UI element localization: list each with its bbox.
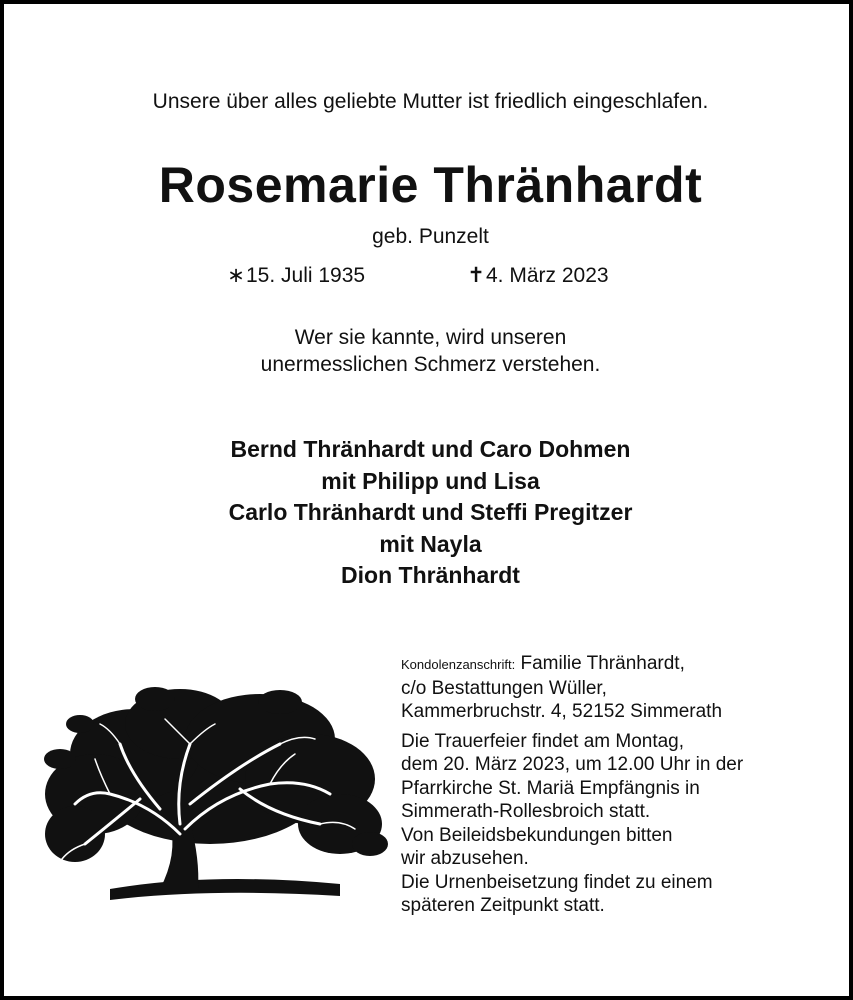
info-block: [401, 652, 743, 918]
intro-text: Unsere über alles geliebte Mutter ist friedlich eingeschlafen.: [152, 90, 709, 113]
tree-illustration-icon: [40, 684, 388, 904]
address-label: Kondolenzanschrift:: [401, 657, 516, 672]
address-recipient: Familie Thränhardt,: [520, 653, 685, 674]
notice-line: dem 20. März 2023, um 12.00 Uhr in der: [401, 754, 744, 775]
deceased-name: Rosemarie Thränhardt: [158, 157, 703, 213]
notice-line: Die Urnenbeisetzung findet zu einem: [401, 871, 713, 893]
death-cross-icon: ✝: [467, 264, 485, 287]
quote-block: [4, 324, 853, 378]
notice-line: Von Beileidsbekundungen bitten: [401, 824, 673, 846]
notice-block: [401, 730, 743, 918]
family-line: mit Nayla: [379, 530, 482, 557]
birth-date-line: [226, 263, 365, 288]
birth-date: 15. Juli 1935: [246, 264, 366, 287]
notice-line: Simmerath-Rollesbroich statt.: [401, 801, 651, 822]
family-list: [4, 434, 853, 592]
address-line-2: c/o Bestattungen Wüller,: [401, 677, 607, 699]
death-date-line: [466, 263, 609, 288]
family-line: mit Philipp und Lisa: [321, 467, 540, 494]
family-line: Dion Thränhardt: [341, 562, 520, 588]
address-line-1: [401, 652, 743, 677]
quote-line: Wer sie kannte, wird unseren: [294, 326, 567, 349]
address-line-3: Kammerbruchstr. 4, 52152 Simmerath: [401, 701, 723, 722]
notice-line: Die Trauerfeier findet am Montag,: [401, 730, 685, 752]
birth-star-icon: ∗: [227, 264, 245, 287]
family-line: Carlo Thränhardt und Steffi Pregitzer: [228, 499, 633, 525]
notice-line: Pfarrkirche St. Mariä Empfängnis in: [401, 777, 700, 799]
maiden-name: geb. Punzelt: [372, 225, 489, 248]
quote-line: unermesslichen Schmerz verstehen.: [260, 353, 601, 376]
notice-line: späteren Zeitpunkt statt.: [401, 895, 605, 916]
death-date: 4. März 2023: [486, 264, 609, 287]
family-line: Bernd Thränhardt und Caro Dohmen: [230, 436, 631, 462]
notice-line: wir abzusehen.: [401, 848, 529, 869]
